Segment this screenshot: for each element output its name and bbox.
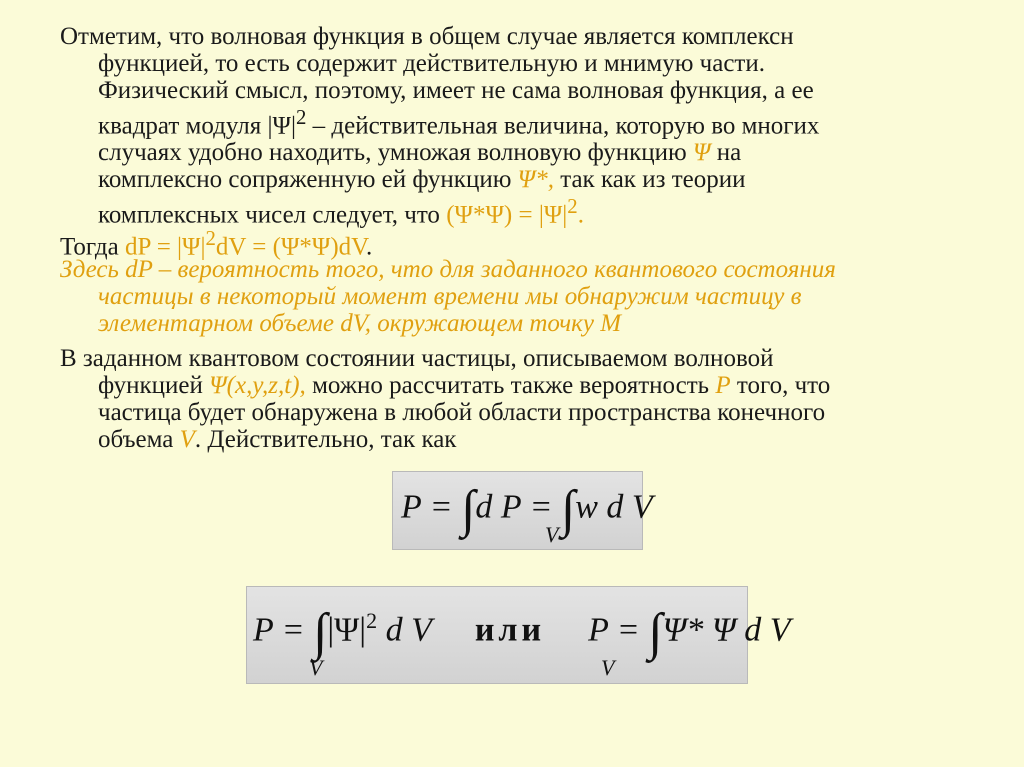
p2-formula-a: dP = |Ψ| (124, 233, 206, 261)
p1-line5-psi: Ψ (692, 139, 711, 167)
p3-line3: элементарном объеме dV, окружающем точку М (98, 310, 622, 337)
formula-box-probability-integral (392, 471, 653, 550)
p1-line4a: квадрат модуля |Ψ| (98, 112, 296, 140)
p4-line3: частица будет обнаружена в любой области пространства конечного (98, 399, 826, 426)
p2-formula-sup: 2 (205, 226, 216, 250)
f2-lhs: P = (253, 611, 314, 649)
p1-line5b: на (710, 139, 742, 167)
f2-sup: 2 (366, 607, 378, 633)
integral-sign-2: ∫ (560, 481, 576, 538)
p3-line1: Здесь dP – вероятность того, что для заданного квантового состояния (60, 256, 836, 283)
p2-formula-b: dV = (Ψ*Ψ)dV (215, 233, 366, 261)
p1-line4b: – действительная величина, которую во многих (306, 112, 820, 140)
f2-integrand-a: |Ψ| (327, 611, 367, 649)
p4-line4a: объема (98, 426, 180, 453)
p4-line2-p: P (715, 372, 731, 399)
p2-prefix: Тогда (60, 233, 125, 261)
f1-lhs: P = (401, 488, 462, 526)
p1-line5a: случаях удобно находить, умножая волновую функцию (98, 139, 693, 167)
f1-integrand2: w d V (575, 488, 653, 526)
integral-sign-1: ∫ (461, 481, 476, 538)
p4-line4-v: V (179, 426, 195, 453)
p1-line6-psi: Ψ*, (517, 166, 554, 194)
p4-line2c: того, что (730, 372, 831, 399)
integral-sign-4: ∫ (648, 604, 663, 661)
f2-limit-right: V (601, 655, 615, 680)
p1-line4-sup: 2 (295, 105, 307, 129)
f2-limit-left: V (309, 655, 323, 680)
paragraph-wavefunction-intro (60, 23, 965, 229)
p4-line1: В заданном квантовом состоянии частицы, описываемом волновой (60, 345, 774, 372)
p1-line7-end: . (577, 201, 584, 229)
formula-box-probability-alternatives (246, 586, 791, 684)
p4-line4b: . Действительно, так как (194, 426, 457, 453)
p4-line2b: можно рассчитать также вероятность (305, 372, 716, 399)
f1-integrand1: d P = (475, 488, 561, 526)
p1-line1: Отметим, что волновая функция в общем случае является комплексн (60, 23, 794, 50)
p1-line7-formula: (Ψ*Ψ) = |Ψ| (446, 201, 568, 229)
p1-line3: Физический смысл, поэтому, имеет не сама волновая функция, а ее (98, 77, 814, 104)
f2-rhs-integrand: Ψ* Ψ d V (662, 611, 791, 649)
integral-sign-3: ∫ (313, 604, 328, 661)
f2-rhs-lhs: P = (588, 611, 649, 649)
f2-integrand-b: d V (377, 611, 432, 649)
p1-line2: функцией, то есть содержит действительную и мнимую части. (98, 50, 765, 77)
p1-line6b: так как из теории (553, 166, 746, 194)
p2-end: . (366, 233, 373, 261)
paragraph-probability-definition (60, 256, 965, 337)
p4-line2a: функцией (98, 372, 210, 399)
p3-line2: частицы в некоторый момент времени мы обнаружим частицу в (98, 283, 802, 310)
p4-line2-psi: Ψ(x,y,z,t), (209, 372, 306, 399)
paragraph-finite-volume (60, 345, 965, 453)
p1-line6a: комплексно сопряженную ей функцию (98, 166, 518, 194)
p1-line7-sup: 2 (567, 194, 578, 219)
f2-or: или (474, 611, 546, 649)
f1-limit: V (545, 522, 559, 547)
p1-line7a: комплексных чисел следует, что (98, 201, 447, 229)
